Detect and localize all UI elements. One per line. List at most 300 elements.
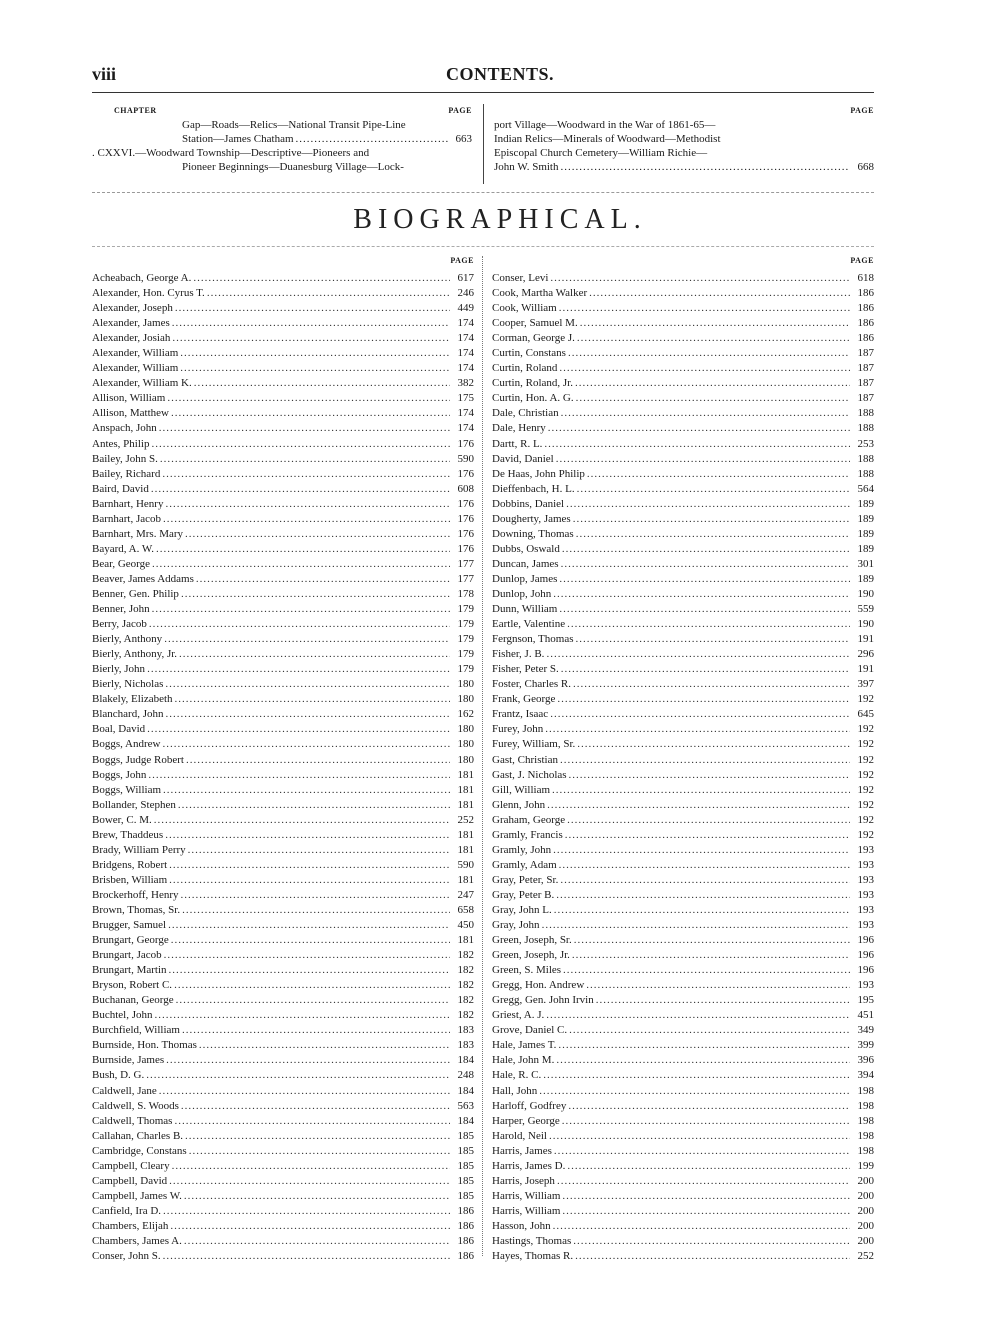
dot-leader xyxy=(556,452,850,467)
index-entry-name: Griest, A. J. xyxy=(492,1009,545,1022)
index-entry-page: 200 xyxy=(857,1189,874,1202)
index-entry-page: 181 xyxy=(457,783,474,796)
dot-leader xyxy=(176,993,450,1008)
index-entry-page: 182 xyxy=(457,994,474,1007)
chapter-entry-text: Station—James Chatham xyxy=(182,133,294,145)
dot-leader xyxy=(169,873,450,888)
index-entry-name: Boal, David xyxy=(92,723,146,736)
index-entry xyxy=(492,903,874,918)
index-entry-page: 396 xyxy=(857,1054,874,1067)
index-entry-page: 248 xyxy=(457,1069,474,1082)
index-entry-name: Antes, Philip xyxy=(92,437,150,450)
index-entry-page: 186 xyxy=(457,1204,474,1217)
dot-leader xyxy=(180,346,450,361)
index-entry-name: Bierly, Anthony, Jr. xyxy=(92,648,178,661)
index-entry-page: 590 xyxy=(457,452,474,465)
dot-leader xyxy=(156,542,450,557)
index-entry-name: Grove, Daniel C. xyxy=(492,1024,568,1037)
chapter-entries-right xyxy=(494,118,874,174)
index-entry xyxy=(92,1159,474,1174)
index-entry xyxy=(92,1219,474,1234)
index-entry-page: 176 xyxy=(457,437,474,450)
dot-leader xyxy=(569,768,850,783)
index-entry-name: Dunn, William xyxy=(492,603,558,616)
index-entry xyxy=(492,1084,874,1099)
index-entry-page: 645 xyxy=(857,708,874,721)
dot-leader xyxy=(559,361,850,376)
index-entry-name: Bear, George xyxy=(92,557,150,570)
dot-leader xyxy=(152,557,450,572)
index-entry-page: 186 xyxy=(457,1250,474,1263)
index-entry xyxy=(92,572,474,587)
chapter-entry xyxy=(92,146,472,174)
dot-leader xyxy=(577,331,850,346)
index-entries-left xyxy=(92,271,474,1264)
dot-leader xyxy=(175,301,450,316)
index-entry-page: 187 xyxy=(857,347,874,360)
index-entry-page: 187 xyxy=(857,377,874,390)
index-entry-name: Dieffenbach, H. L. xyxy=(492,482,575,495)
index-entry-page: 450 xyxy=(457,919,474,932)
index-entry-page: 181 xyxy=(457,798,474,811)
dot-leader xyxy=(163,1204,450,1219)
index-entry-page: 252 xyxy=(857,1250,874,1263)
index-entry-page: 617 xyxy=(457,272,474,284)
index-entry xyxy=(92,286,474,301)
index-entry xyxy=(492,1144,874,1159)
index-entry-name: Harris, Joseph xyxy=(492,1174,555,1187)
index-entry-name: Eartle, Valentine xyxy=(492,618,566,631)
dot-leader xyxy=(562,1114,850,1129)
index-entry-page: 184 xyxy=(457,1114,474,1127)
index-entry-name: Campbell, David xyxy=(92,1174,168,1187)
dot-leader xyxy=(557,692,850,707)
index-entry xyxy=(92,1084,474,1099)
dot-leader xyxy=(587,467,850,482)
index-entry-page: 186 xyxy=(457,1219,474,1232)
chapter-entry-text: port Village—Woodward in the War of 1861-65— xyxy=(494,119,716,131)
index-entry-name: Bailey, John S. xyxy=(92,452,158,465)
index-entry-page: 608 xyxy=(457,482,474,495)
index-entry-name: Brugger, Samuel xyxy=(92,919,167,932)
index-entry xyxy=(92,497,474,512)
index-entry xyxy=(92,316,474,331)
index-entry xyxy=(492,331,874,346)
index-entry-name: Blanchard, John xyxy=(92,708,164,721)
dot-leader xyxy=(189,1144,450,1159)
dot-leader xyxy=(562,1204,850,1219)
index-entry xyxy=(492,843,874,858)
index-entry-name: Anspach, John xyxy=(92,422,157,435)
index-entry-page: 180 xyxy=(457,678,474,691)
index-entry-name: Harris, William xyxy=(492,1189,561,1202)
dot-leader xyxy=(573,1234,850,1249)
index-entry-name: Buchanan, George xyxy=(92,994,174,1007)
index-entry-page: 186 xyxy=(857,317,874,330)
index-entry-name: Gray, John L. xyxy=(492,903,552,916)
index-entry-name: Baird, David xyxy=(92,482,149,495)
index-entry-name: Alexander, James xyxy=(92,317,170,330)
index-entry-page: 162 xyxy=(457,708,474,721)
index-entry-name: Boggs, Judge Robert xyxy=(92,753,184,766)
index-entry xyxy=(492,677,874,692)
index-entry xyxy=(492,572,874,587)
dot-leader xyxy=(572,948,850,963)
index-entry-page: 198 xyxy=(857,1099,874,1112)
dot-leader xyxy=(152,602,450,617)
index-entry-name: Alexander, William xyxy=(92,362,179,375)
index-entry xyxy=(92,1114,474,1129)
index-entry-page: 189 xyxy=(857,497,874,510)
index-entry-page: 192 xyxy=(857,768,874,781)
index-entry-name: Graham, George xyxy=(492,813,566,826)
dot-leader xyxy=(561,662,850,677)
index-entry-name: Green, Joseph, Sr. xyxy=(492,934,572,947)
index-entry xyxy=(492,1068,874,1083)
dot-leader xyxy=(545,722,850,737)
index-entry-page: 174 xyxy=(457,407,474,420)
index-entry-name: Beaver, James Addams xyxy=(92,572,194,585)
dot-leader xyxy=(185,1129,450,1144)
index-entry-page: 174 xyxy=(457,332,474,345)
index-entry-page: 192 xyxy=(857,738,874,751)
chapter-entry-page: 668 xyxy=(857,161,874,173)
index-entry-name: Fergnson, Thomas xyxy=(492,633,574,646)
index-entry-name: Downing, Thomas xyxy=(492,527,574,540)
index-entry xyxy=(92,843,474,858)
index-entry-page: 176 xyxy=(457,497,474,510)
index-entry-page: 177 xyxy=(457,557,474,570)
index-entry-name: Harold, Neil xyxy=(492,1129,547,1142)
index-entry xyxy=(92,271,474,286)
index-entry-name: Green, S. Miles xyxy=(492,964,562,977)
index-entry-page: 178 xyxy=(457,587,474,600)
index-entry-page: 182 xyxy=(457,1009,474,1022)
index-entry-page: 192 xyxy=(857,783,874,796)
index-entry-name: Dobbins, Daniel xyxy=(492,497,565,510)
index-entry-page: 190 xyxy=(857,618,874,631)
dot-leader xyxy=(577,737,850,752)
index-entry-page: 181 xyxy=(457,768,474,781)
index-entry-page: 200 xyxy=(857,1204,874,1217)
index-entry xyxy=(492,1114,874,1129)
index-entry-name: Cook, William xyxy=(492,302,557,315)
chapter-entry xyxy=(92,118,472,146)
index-entry-name: Dougherty, James xyxy=(492,512,571,525)
dot-leader xyxy=(194,376,450,391)
dot-leader xyxy=(151,437,450,452)
dot-leader xyxy=(577,482,850,497)
index-entry xyxy=(92,301,474,316)
index-entry-page: 192 xyxy=(857,753,874,766)
index-entry xyxy=(492,1234,874,1249)
index-entry-page: 189 xyxy=(857,542,874,555)
index-entry xyxy=(92,1174,474,1189)
chapter-column-divider xyxy=(483,104,484,184)
index-entry xyxy=(492,1038,874,1053)
index-entry-page: 181 xyxy=(457,934,474,947)
index-entry xyxy=(492,376,874,391)
index-entry-name: Bush, D. G. xyxy=(92,1069,145,1082)
index-entry-name: Hale, John M. xyxy=(492,1054,555,1067)
index-entry-page: 618 xyxy=(857,272,874,284)
chapter-page-label-right: PAGE xyxy=(850,106,874,115)
chapter-entry-line xyxy=(92,118,472,132)
index-entry-page: 183 xyxy=(457,1039,474,1052)
index-entry-page: 179 xyxy=(457,603,474,616)
chapter-entry-line xyxy=(92,146,472,160)
index-entry xyxy=(492,707,874,722)
index-entry-page: 198 xyxy=(857,1129,874,1142)
index-entry xyxy=(92,828,474,843)
index-entry-page: 196 xyxy=(857,949,874,962)
index-entry-page: 191 xyxy=(857,633,874,646)
index-entry-name: Alexander, Josiah xyxy=(92,332,171,345)
index-entry-name: Bollander, Stephen xyxy=(92,798,176,811)
index-entry-page: 179 xyxy=(457,633,474,646)
index-entry xyxy=(92,632,474,647)
index-entry-name: Gregg, Gen. John Irvin xyxy=(492,994,594,1007)
index-entry xyxy=(492,527,874,542)
index-entry xyxy=(92,1234,474,1249)
index-entry xyxy=(492,512,874,527)
index-entry xyxy=(92,452,474,467)
index-entry xyxy=(492,286,874,301)
index-entry-name: Furey, John xyxy=(492,723,544,736)
index-entry-page: 253 xyxy=(857,437,874,450)
index-entry-page: 397 xyxy=(857,678,874,691)
index-entry-page: 200 xyxy=(857,1219,874,1232)
index-entry-page: 399 xyxy=(857,1039,874,1052)
index-entry xyxy=(92,677,474,692)
dot-leader xyxy=(181,888,450,903)
chapter-listing xyxy=(92,104,874,188)
index-entry-name: Harris, James xyxy=(492,1144,552,1157)
dot-leader xyxy=(568,346,850,361)
index-entries-right xyxy=(492,271,874,1264)
dot-leader xyxy=(182,1023,450,1038)
index-entry-name: Hayes, Thomas R. xyxy=(492,1250,574,1263)
dot-leader xyxy=(165,828,450,843)
dot-leader xyxy=(179,647,450,662)
index-entry-name: Caldwell, S. Woods xyxy=(92,1099,179,1112)
dot-leader xyxy=(163,783,450,798)
index-entry-page: 193 xyxy=(857,919,874,932)
index-entry xyxy=(492,828,874,843)
chapter-column-left xyxy=(92,104,472,188)
index-entry-name: Burnside, James xyxy=(92,1054,165,1067)
index-entry-name: Cook, Martha Walker xyxy=(492,287,588,300)
index-entry xyxy=(92,783,474,798)
chapter-entry-line xyxy=(494,132,874,146)
dot-leader xyxy=(574,933,850,948)
index-entry-name: Harloff, Godfrey xyxy=(492,1099,567,1112)
chapter-entry-line xyxy=(494,146,874,160)
index-entry xyxy=(492,662,874,677)
index-entry xyxy=(92,813,474,828)
index-entry-page: 198 xyxy=(857,1144,874,1157)
index-entry-page: 189 xyxy=(857,572,874,585)
index-entry xyxy=(492,602,874,617)
dot-leader xyxy=(547,798,850,813)
index-entry-name: Boggs, William xyxy=(92,783,162,796)
dot-leader xyxy=(148,768,450,783)
index-entry xyxy=(492,1174,874,1189)
index-entry-page: 394 xyxy=(857,1069,874,1082)
index-entry xyxy=(492,722,874,737)
chapter-entry-text: Indian Relics—Minerals of Woodward—Methodist xyxy=(494,133,721,145)
dot-leader xyxy=(147,722,450,737)
index-entry-page: 184 xyxy=(457,1054,474,1067)
index-entry xyxy=(92,421,474,436)
chapter-entry-text: . CXXVI.—Woodward Township—Descriptive—Pioneers and xyxy=(92,147,370,159)
index-entry xyxy=(492,1219,874,1234)
index-entry-name: Conser, Levi xyxy=(492,272,549,284)
index-entry-page: 301 xyxy=(857,557,874,570)
section-title: BIOGRAPHICAL. xyxy=(353,204,647,235)
index-entry xyxy=(92,1204,474,1219)
dot-leader xyxy=(553,587,850,602)
index-entry xyxy=(92,376,474,391)
biographical-index xyxy=(92,256,874,1263)
dot-leader xyxy=(549,1129,850,1144)
index-entry-name: Bailey, Richard xyxy=(92,467,161,480)
index-entry-name: Gast, Christian xyxy=(492,753,558,766)
dot-leader xyxy=(167,391,450,406)
index-entry xyxy=(492,391,874,406)
dot-leader xyxy=(562,542,850,557)
index-entry-page: 186 xyxy=(857,287,874,300)
dot-leader xyxy=(561,557,850,572)
dot-leader xyxy=(565,828,850,843)
dot-leader xyxy=(207,286,450,301)
dot-leader xyxy=(543,1068,850,1083)
index-entry xyxy=(492,768,874,783)
dot-leader xyxy=(172,331,450,346)
chapter-entry-line xyxy=(494,118,874,132)
index-entry-page: 174 xyxy=(457,362,474,375)
index-entry xyxy=(92,692,474,707)
index-entry-page: 195 xyxy=(857,994,874,1007)
index-entry xyxy=(492,647,874,662)
index-entry-name: Gramly, John xyxy=(492,843,552,856)
dot-leader xyxy=(163,512,450,527)
dot-leader xyxy=(296,132,448,146)
dot-leader xyxy=(169,963,450,978)
index-page-label-left: PAGE xyxy=(450,256,474,265)
index-entry xyxy=(492,467,874,482)
index-entry xyxy=(92,948,474,963)
index-entry xyxy=(492,948,874,963)
index-entry-page: 181 xyxy=(457,843,474,856)
index-entry-page: 176 xyxy=(457,527,474,540)
index-entry xyxy=(92,1068,474,1083)
index-entry xyxy=(92,1038,474,1053)
index-entry-name: Gramly, Francis xyxy=(492,828,563,841)
dot-leader xyxy=(159,421,450,436)
index-entry xyxy=(492,406,874,421)
dot-leader xyxy=(568,1099,850,1114)
index-entry-page: 179 xyxy=(457,648,474,661)
dot-leader xyxy=(576,391,850,406)
index-entry xyxy=(492,978,874,993)
index-entry-page: 180 xyxy=(457,723,474,736)
index-entry xyxy=(92,647,474,662)
index-entry xyxy=(92,467,474,482)
chapter-bottom-rule xyxy=(92,192,874,193)
index-entry-page: 177 xyxy=(457,572,474,585)
index-entry-page: 181 xyxy=(457,873,474,886)
index-entry xyxy=(92,1008,474,1023)
index-entry-page: 185 xyxy=(457,1144,474,1157)
index-entry-page: 186 xyxy=(457,1235,474,1247)
index-entry xyxy=(492,798,874,813)
index-entry xyxy=(492,963,874,978)
dot-leader xyxy=(550,707,850,722)
index-entry-name: Barnhart, Henry xyxy=(92,497,164,510)
index-entry xyxy=(492,437,874,452)
dot-leader xyxy=(159,1084,450,1099)
dot-leader xyxy=(576,632,851,647)
dot-leader xyxy=(169,858,450,873)
dot-leader xyxy=(546,1008,850,1023)
index-entry-name: Blakely, Elizabeth xyxy=(92,693,173,706)
dot-leader xyxy=(184,1234,450,1249)
index-entry-name: Burnside, Hon. Thomas xyxy=(92,1039,197,1052)
dot-leader xyxy=(567,617,850,632)
index-entry-page: 180 xyxy=(457,693,474,706)
index-entry xyxy=(92,587,474,602)
index-entry-page: 590 xyxy=(457,858,474,871)
index-entry xyxy=(92,707,474,722)
index-entry-page: 193 xyxy=(857,873,874,886)
index-entry xyxy=(92,406,474,421)
index-entry-page: 193 xyxy=(857,903,874,916)
index-entry-page: 349 xyxy=(857,1024,874,1037)
index-entry xyxy=(492,632,874,647)
dot-leader xyxy=(559,572,850,587)
index-entry xyxy=(492,617,874,632)
dot-leader xyxy=(165,497,450,512)
index-page-label-right: PAGE xyxy=(850,256,874,265)
index-entry-page: 193 xyxy=(857,858,874,871)
index-entry-name: Dubbs, Oswald xyxy=(492,542,560,555)
index-entry-page: 187 xyxy=(857,362,874,375)
index-entry xyxy=(492,497,874,512)
index-entry xyxy=(92,993,474,1008)
index-entry xyxy=(92,737,474,752)
index-entry-name: Frantz, Isaac xyxy=(492,708,549,721)
index-entry-name: Brisben, William xyxy=(92,873,168,886)
index-entry xyxy=(492,271,874,286)
chapter-entry-line xyxy=(494,160,874,174)
index-entry-name: Burchfield, William xyxy=(92,1024,180,1037)
index-entry xyxy=(492,993,874,1008)
index-entry-name: Bower, C. M. xyxy=(92,813,152,826)
index-entry xyxy=(492,783,874,798)
index-entry-name: Barnhart, Mrs. Mary xyxy=(92,527,184,540)
index-entry xyxy=(92,722,474,737)
dot-leader xyxy=(165,707,450,722)
dot-leader xyxy=(553,1219,850,1234)
index-entry xyxy=(92,1144,474,1159)
index-entry-name: Allison, William xyxy=(92,392,166,405)
index-entry xyxy=(92,1023,474,1038)
index-entry-page: 192 xyxy=(857,828,874,841)
dot-leader xyxy=(560,873,850,888)
index-entry-name: Hasson, John xyxy=(492,1219,551,1232)
index-entry-page: 188 xyxy=(857,422,874,435)
